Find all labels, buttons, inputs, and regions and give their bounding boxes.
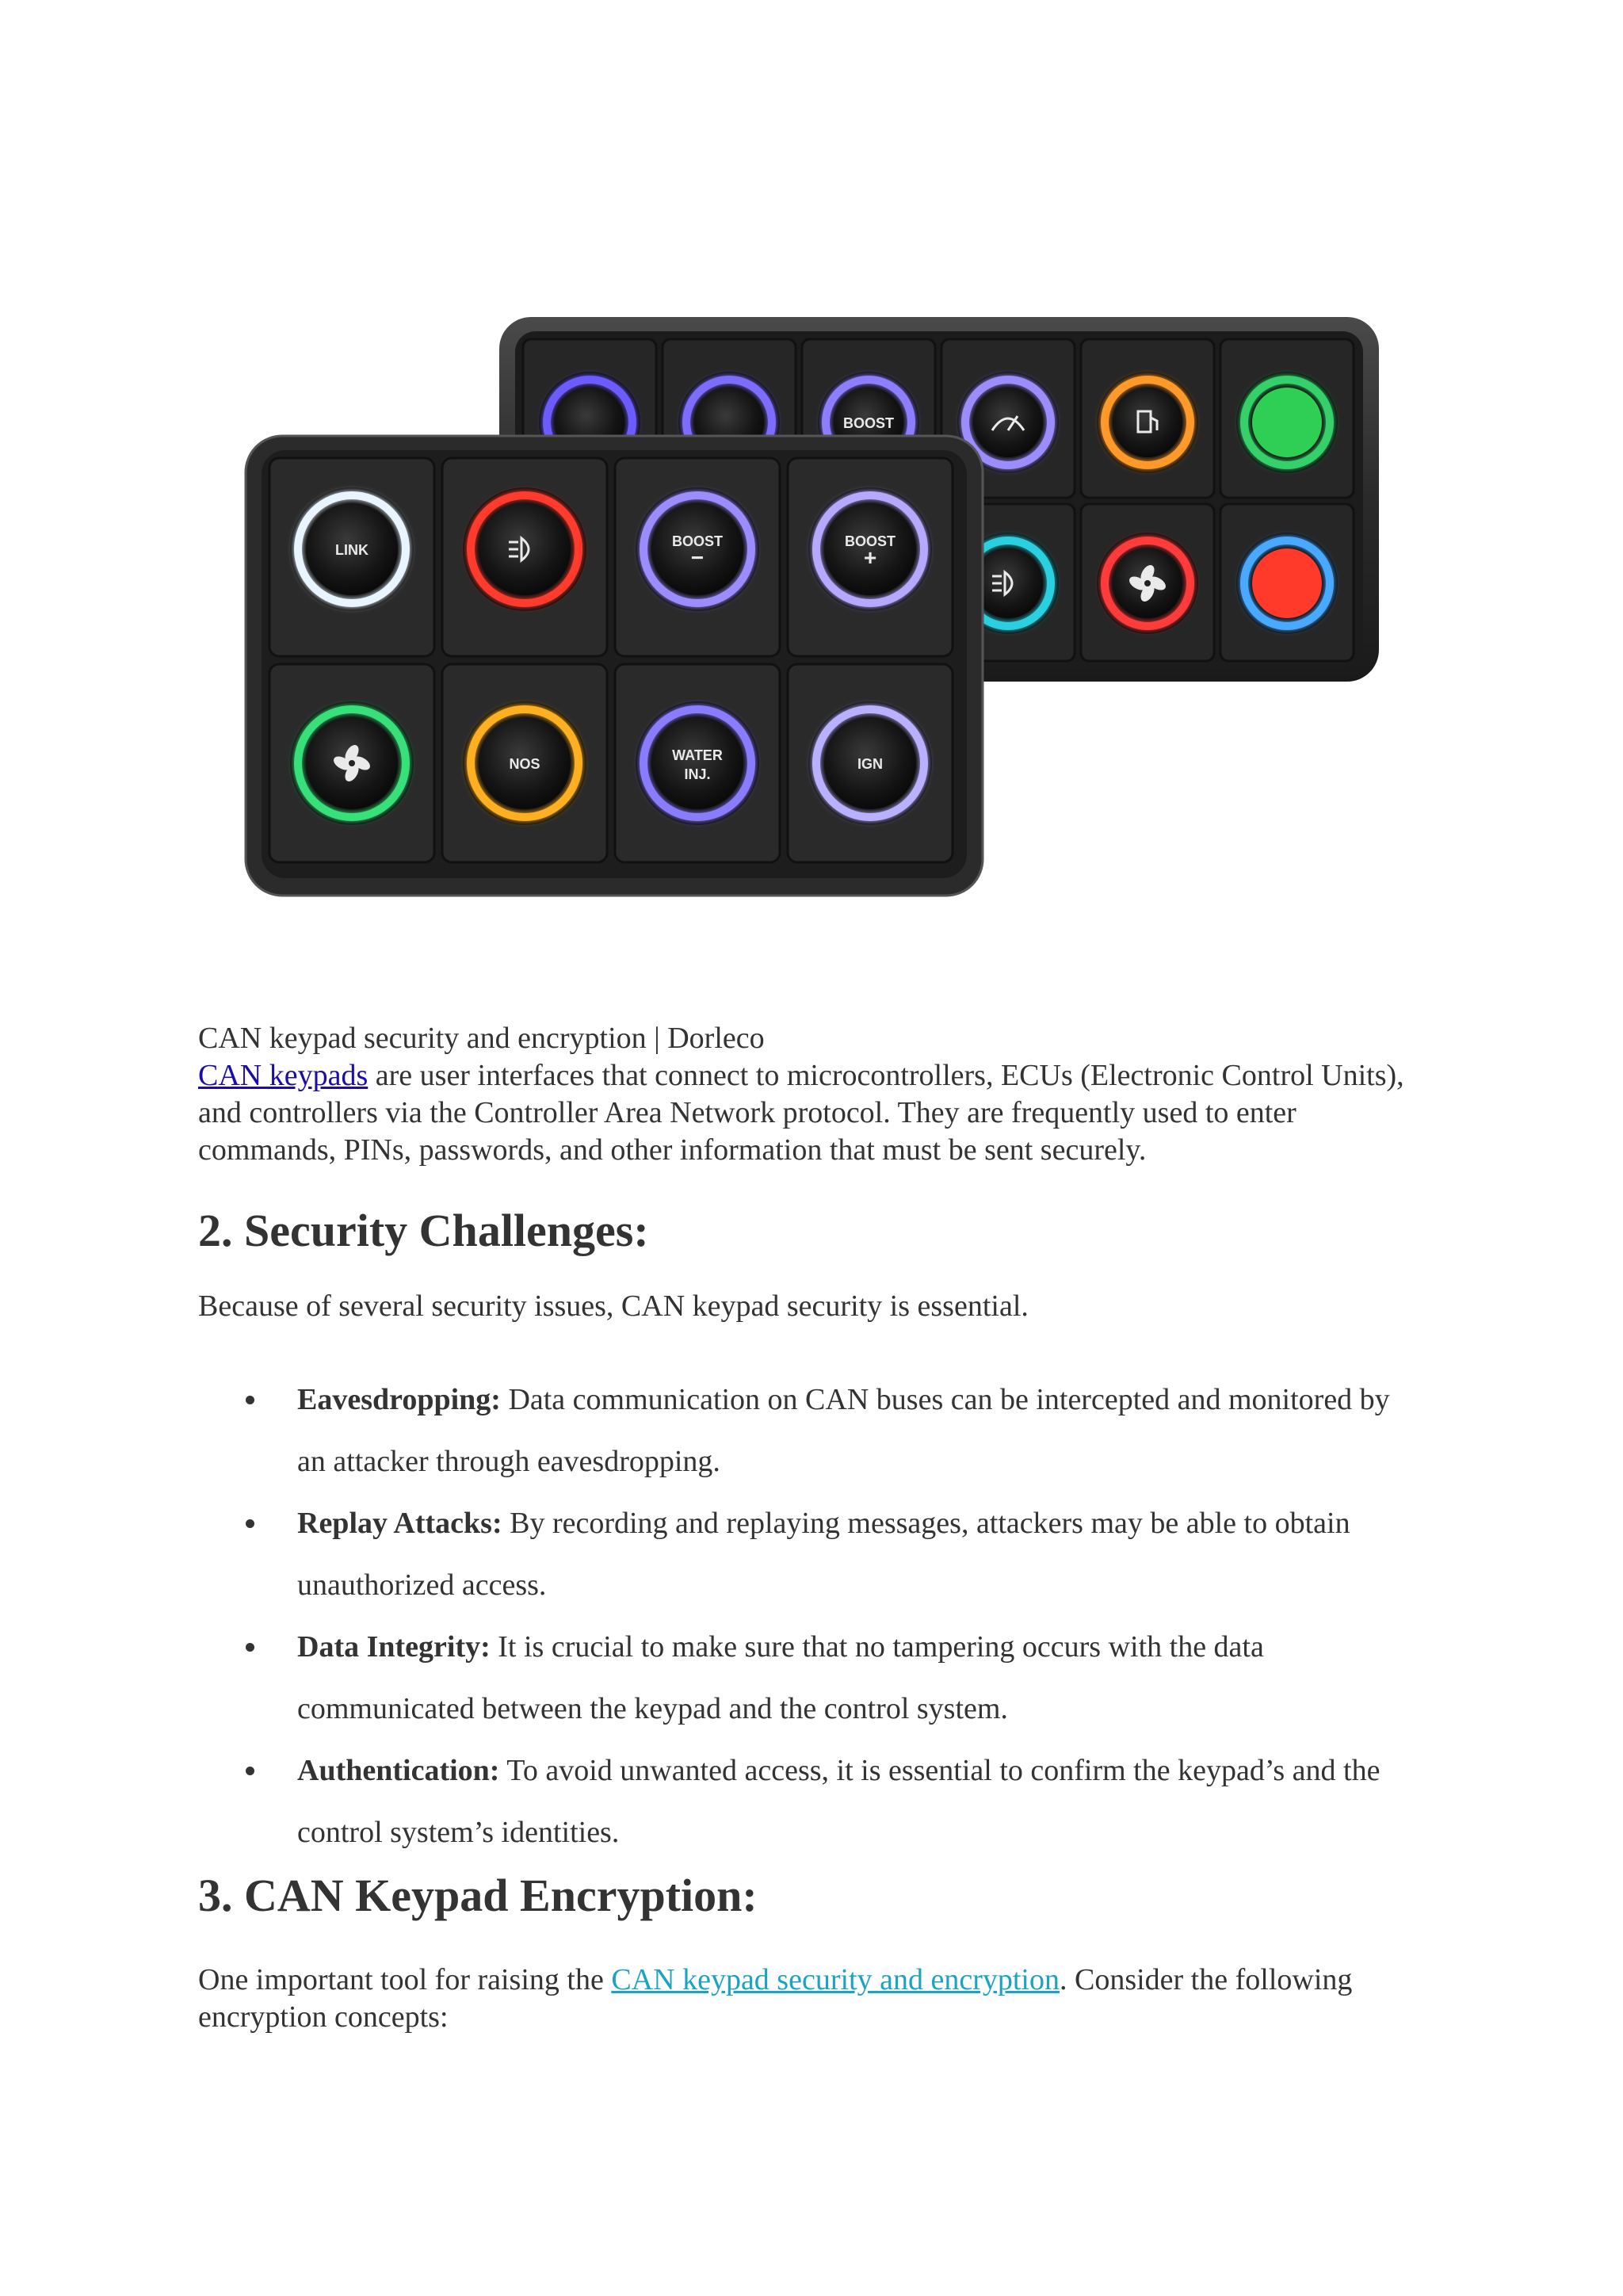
list-item-text: Data communication on CAN buses can be intercepted and monitored by an attacker through eavesdropping. [297,1383,1390,1478]
image-caption: CAN keypad security and encryption | Dorleco [198,1022,765,1055]
rear-button-8 [1236,533,1338,634]
can-keypad-product-image [230,285,1403,919]
front-button-1 [463,487,586,611]
front-button-5 [463,701,586,825]
list-item-term: Data Integrity: [297,1630,491,1664]
list-item-text: To avoid unwanted access, it is essential to confirm the keypad’s and the control system’s identities. [297,1754,1381,1849]
list-item-text: By recording and replaying messages, attackers may be able to obtain unauthorized access. [297,1507,1350,1602]
bullet-icon [246,1643,254,1652]
front-button-label: LINK [335,542,369,558]
front-keypad [246,436,983,896]
list-item-term: Authentication: [297,1754,500,1787]
front-button-label: NOS [509,756,540,772]
list-item [246,1369,1419,1492]
bullet-icon [246,1519,254,1528]
front-button-label: BOOST [671,533,724,549]
front-button-2 [636,487,759,611]
front-button-label: + [863,545,877,570]
security-challenges-list [246,1369,1419,1863]
rear-button-label: BOOST [842,415,895,431]
section3-lead-text: One important tool for raising the [198,1963,612,1996]
section2-heading: 2. Security Challenges: [198,1205,649,1256]
section3-lead [198,1962,1434,2036]
front-button-label: IGN [857,756,884,772]
intro-paragraph [198,1057,1434,1169]
front-button-label: − [690,545,705,570]
front-button-3 [808,487,932,611]
section3-heading: 3. CAN Keypad Encryption: [198,1870,758,1921]
front-button-4 [290,701,414,825]
rear-button-7 [1097,533,1198,634]
list-item-term: Replay Attacks: [297,1507,502,1540]
bullet-icon [246,1396,254,1404]
bullet-icon [246,1767,254,1775]
list-item-term: Eavesdropping: [297,1383,501,1416]
rear-button-5 [1236,372,1338,473]
front-button-0 [290,487,414,611]
front-button-6 [636,701,759,825]
list-item [246,1740,1419,1863]
can-keypad-security-link[interactable]: CAN keypad security and encryption [611,1963,1060,1996]
list-item-text: It is crucial to make sure that no tampering occurs with the data communicated between the keypad and the control system. [297,1630,1264,1725]
rear-button-4 [1097,372,1198,473]
front-button-label: WATER [672,747,723,763]
front-button-7 [808,701,932,825]
front-button-label: BOOST [844,533,896,549]
section2-lead: Because of several security issues, CAN keypad security is essential. [198,1289,1029,1323]
section3-lead-text-end: . Consider the following encryption concepts: [198,1963,1353,2034]
list-item [246,1616,1419,1740]
can-keypads-link[interactable]: CAN keypads [198,1059,369,1092]
front-button-label: INJ. [684,766,711,782]
intro-text: are user interfaces that connect to microcontrollers, ECUs (Electronic Control Units), and controllers via the Controller Area Network protocol. They are frequently used to enter commands, PINs, passwords, and other information that must be sent securely. [198,1059,1404,1167]
list-item [246,1492,1419,1616]
